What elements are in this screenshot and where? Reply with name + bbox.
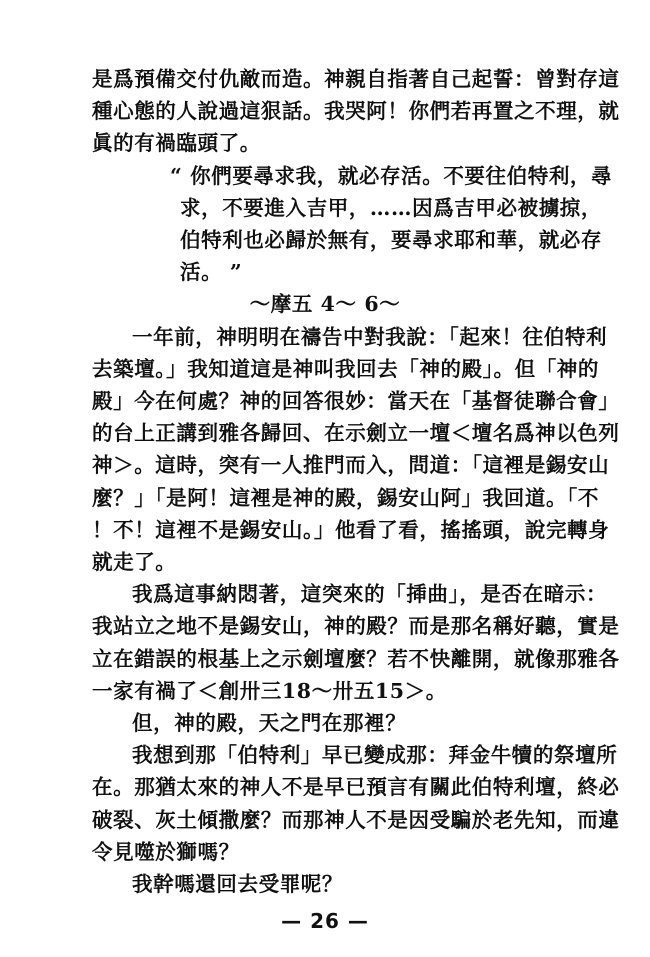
text-line: 是爲預備交付仇敵而造。神親自指著自己起誓：曾對存這: [92, 67, 620, 91]
text-line: 但，神的殿，天之門在那裡？: [132, 711, 407, 735]
text-line: 令見噬於獅嗎？: [92, 839, 240, 864]
text-line: 一年前，神明明在禱告中對我說：「起來！往伯特利: [132, 324, 608, 349]
quote-line: 伯特利也必歸於無有，要尋求耶和華，就必存: [180, 228, 602, 252]
text-line: 殿」今在何處？神的回答很妙：當天在「基督徒聯合會」: [92, 389, 620, 413]
text-line: 種心態的人說過這狠話。我哭阿！你們若再置之不理，就: [92, 99, 620, 124]
text-line: 破裂、灰土傾撒麼？而那神人不是因受騙於老先知，而違: [92, 807, 620, 832]
text-line: 我站立之地不是錫安山，神的殿？而是那名稱好聽，實是: [92, 614, 620, 639]
text-line: 麼？」「是阿！這裡是神的殿，錫安山阿」我回道。「不: [92, 485, 599, 510]
text-line: 去築壇。」我知道這是神叫我回去「神的殿」。但「神的: [92, 356, 599, 381]
text-line: 就走了。: [92, 550, 177, 574]
text-line: 眞的有禍臨頭了。: [92, 131, 261, 156]
text-line: 我幹嗎還回去受罪呢？: [132, 872, 343, 896]
text-line: 立在錯誤的根基上之示劍壇麼？若不快離開，就像那雅各: [92, 646, 620, 671]
quote-line: 活。 ”: [180, 260, 243, 285]
text-line: 的台上正講到雅各歸回、在示劍立一壇＜壇名爲神以色列: [92, 421, 620, 446]
text-line: 一家有禍了＜創卅三18～卅五15＞。: [92, 678, 447, 703]
page-number: — 26 —: [281, 909, 369, 934]
quote-line: 求，不要進入吉甲，……因爲吉甲必被擄掠，: [180, 195, 602, 220]
text-line: ！不！這裡不是錫安山。」他看了看，搖搖頭，說完轉身: [92, 517, 610, 542]
text-line: 在。那猶太來的神人不是早已預言有關此伯特利壇，終必: [92, 775, 620, 800]
text-line: 我想到那「伯特利」早已變成那：拜金牛犢的祭壇所: [132, 743, 618, 768]
text-line: 神＞。這時，突有一人推門而入，問道：「這裡是錫安山: [92, 453, 610, 478]
text-line: 我爲這事納悶著，這突來的「揷曲」，是否在暗示：: [132, 582, 608, 607]
quote-line: “ 你們要尋求我，就必存活。不要往伯特利，尋: [170, 163, 613, 188]
scripture-reference: ～摩五 4～ 6～: [249, 292, 401, 317]
